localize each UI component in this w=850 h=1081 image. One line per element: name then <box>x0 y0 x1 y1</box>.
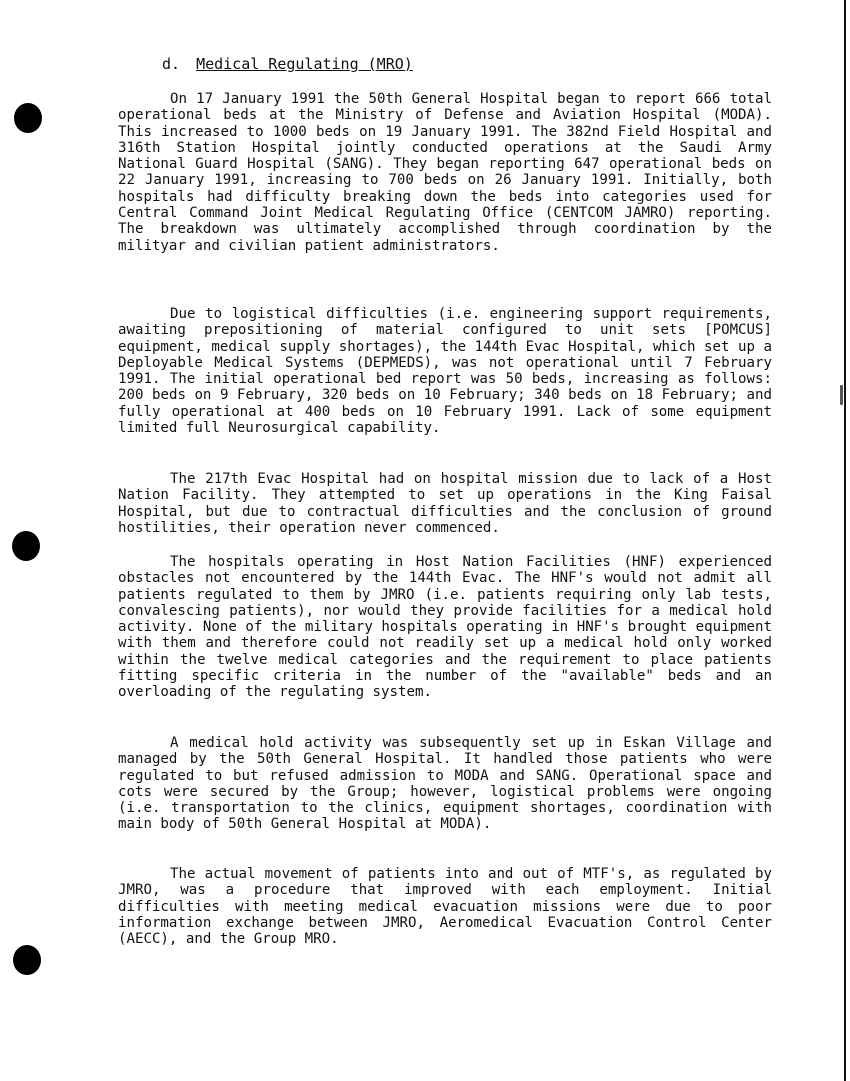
section-label: d. <box>162 55 181 73</box>
punch-hole-bottom <box>13 945 41 975</box>
section-heading <box>162 56 413 73</box>
paragraph-medical-hold: A medical hold activity was subsequently set up in Eskan Village and managed by the 50th General Hospital. It handled those patients who were regulated to but refused admission to MODA and SANG. Operational space and cots were secured by the Group; however, logistical problems were ongoing (i.e. transportation to the clinics, equipment shortages, coordination with main body of 50th General Hospital at MODA). <box>118 735 772 833</box>
paragraph-bed-reporting: On 17 January 1991 the 50th General Hospital began to report 666 total operational beds at the Ministry of Defense and Aviation Hospital (MODA). This increased to 1000 beds on 19 January 1991. The 382nd Field Hospital and 316th Station Hospital jointly conducted operations at the Saudi Army National Guard Hospital (SANG). They began reporting 647 operational beds on 22 January 1991, increasing to 700 beds on 26 January 1991. Initially, both hospitals had difficulty breaking down the beds into categories used for Central Command Joint Medical Regulating Office (CENTCOM JAMRO) reporting. The breakdown was ultimately accomplished through coordination by the milityar and civilian patient administrators. <box>118 91 772 254</box>
paragraph-144th-evac: Due to logistical difficulties (i.e. engineering support requirements, awaiting prepositioning of material configured to unit sets [POMCUS] equipment, medical supply shortages), the 144th Evac Hospital, which set up a Deployable Medical Systems (DEPMEDS), was not operational until 7 February 1991. The initial operational bed report was 50 beds, increasing as follows: 200 beds on 9 February, 320 beds on 10 February; 340 beds on 18 February; and fully operational at 400 beds on 10 February 1991. Lack of some equipment limited full Neurosurgical capability. <box>118 306 772 437</box>
paragraph-host-nation-facilities: The hospitals operating in Host Nation Facilities (HNF) experienced obstacles not encountered by the 144th Evac. The HNF's would not admit all patients regulated to them by JMRO (i.e. patients requiring only lab tests, convalescing patients), nor would they provide facilities for a medical hold activity. None of the military hospitals operating in HNF's brought equipment with them and therefore could not readily set up a medical hold only worked within the twelve medical categories and the requirement to place patients fitting specific criteria in the number of the "available" beds and an overloading of the regulating system. <box>118 554 772 701</box>
page-edge-line <box>844 0 846 1081</box>
scan-mark <box>840 385 843 405</box>
punch-hole-top <box>14 103 42 133</box>
section-title: Medical Regulating (MRO) <box>196 55 413 73</box>
paragraph-patient-movement: The actual movement of patients into and out of MTF's, as regulated by JMRO, was a procedure that improved with each employment. Initial difficulties with meeting medical evacuation missions were due to poor information exchange between JMRO, Aeromedical Evacuation Control Center (AECC), and the Group MRO. <box>118 866 772 948</box>
punch-hole-middle <box>12 531 40 561</box>
paragraph-217th-evac: The 217th Evac Hospital had on hospital mission due to lack of a Host Nation Facility. They attempted to set up operations in the King Faisal Hospital, but due to contractual difficulties and the conclusion of ground hostilities, their operation never commenced. <box>118 471 772 536</box>
